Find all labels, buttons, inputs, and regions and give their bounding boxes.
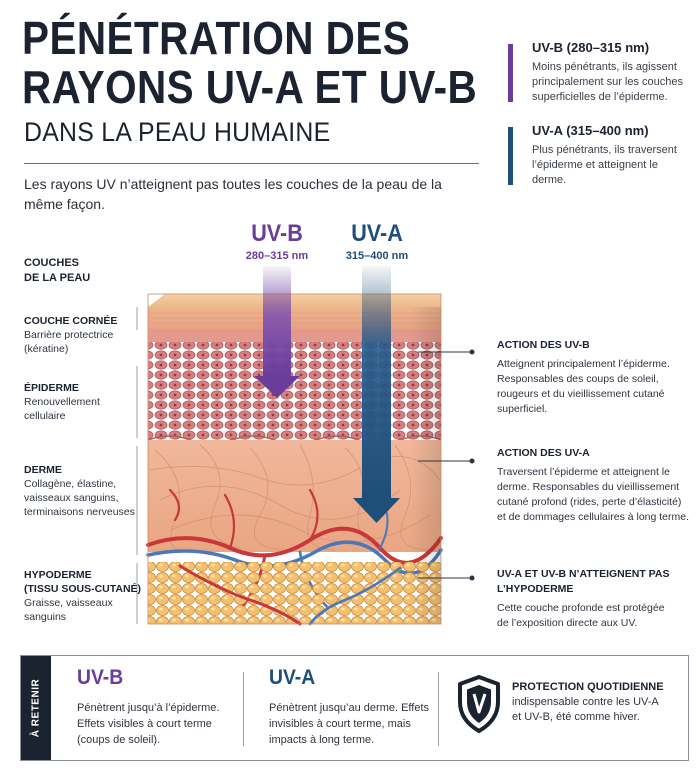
- action-hypoderme-desc: Cette couche profonde est protégée de l’exposition directe aux UV.: [497, 602, 665, 629]
- layer-epiderme-title: ÉPIDERME: [24, 382, 79, 394]
- layer-hypoderme-title: HYPODERME: [24, 569, 92, 581]
- layer-hypoderme-desc-2: sanguins: [24, 611, 67, 623]
- layer-derme-desc-3: terminaisons nerveuses: [24, 506, 135, 518]
- summary-uva: [269, 666, 429, 748]
- uva-ray-title: UV-A: [351, 220, 403, 247]
- layer-cornee-desc-2: (kératine): [24, 343, 69, 355]
- layer-cornee-desc-1: Barrière protectrice: [24, 329, 114, 341]
- intro-text: Les rayons UV n’atteignent pas toutes les couches de la peau de la même façon.: [24, 176, 442, 212]
- action-uvb-desc: Atteignent principalement l’épiderme. Responsables des coups de soleil, rougeurs et du vieillissement cutané superficiel.: [497, 358, 670, 415]
- summary-uvb-desc: Pénètrent jusqu’à l’épiderme. Effets visibles à court terme (coups de soleil).: [77, 702, 220, 746]
- uva-ray-range: 315–400 nm: [345, 250, 409, 262]
- retenir-tab: [21, 656, 51, 760]
- protection-desc: indispensable contre les UV-A et UV-B, été comme hiver.: [512, 696, 659, 723]
- layer-derme-title: DERME: [24, 464, 62, 476]
- action-uva-title: ACTION DES UV-A: [497, 447, 590, 459]
- layers-header: [24, 256, 90, 286]
- layers-header-line-2: DE LA PEAU: [24, 272, 91, 284]
- layers-header-line-1: COUCHES: [24, 257, 80, 269]
- action-uvb-title: ACTION DES UV-B: [497, 339, 590, 351]
- uva-ray-label: [332, 220, 422, 262]
- uvb-ray-label: [232, 220, 322, 262]
- layer-label-cornee: [24, 314, 142, 356]
- title-line-2: RAYONS UV-A ET UV-B: [22, 61, 478, 113]
- summary-divider-1: [243, 672, 244, 746]
- action-uva-desc: Traversent l’épiderme et atteignent le derme. Responsables du vieillissement cutané profond (rides, perte d’élasticité) et de dommages cellulaires à long terme.: [497, 466, 690, 523]
- layer-derme-desc-2: vaisseaux sanguins,: [24, 492, 119, 504]
- layer-label-derme: [24, 463, 136, 519]
- legend-uva-title: UV-A (315–400 nm): [532, 123, 649, 138]
- action-hypoderme-title: UV-A ET UV-B N’ATTEIGNENT PAS L’HYPODERME: [497, 568, 670, 595]
- layer-hypoderme-title-2: (TISSU SOUS-CUTANÉ): [24, 583, 142, 595]
- legend-uva-desc: Plus pénétrants, ils traversent l’épiderme et atteignent le derme.: [532, 144, 677, 186]
- layer-label-epiderme: [24, 381, 142, 423]
- layer-hypoderme-desc-1: Graisse, vaisseaux: [24, 597, 113, 609]
- legend-uvb-title: UV-B (280–315 nm): [532, 40, 650, 55]
- page-subtitle: DANS LA PEAU HUMAINE: [24, 117, 331, 147]
- layer-label-hypoderme: [24, 568, 142, 624]
- summary-uvb-title: UV-B: [77, 666, 124, 689]
- action-uva: [497, 446, 693, 525]
- layer-epiderme-shape: [148, 342, 441, 440]
- shield-uv-icon: [456, 674, 502, 734]
- legend-uvb-desc: Moins pénétrants, ils agissent principalement sur les couches superficielles de l’épiderme.: [532, 61, 684, 103]
- layer-epiderme-desc-2: cellulaire: [24, 410, 66, 422]
- layer-cornee-title: COUCHE CORNÉE: [24, 315, 118, 327]
- summary-box: [20, 655, 689, 761]
- summary-uva-desc: Pénètrent jusqu’au derme. Effets invisibles à court terme, mais impacts à long terme.: [269, 702, 430, 746]
- layer-derme-desc-1: Collagène, élastine,: [24, 478, 117, 490]
- layer-epiderme-desc-1: Renouvellement: [24, 396, 100, 408]
- uva-arrow-shaft: [362, 266, 391, 498]
- summary-uva-title: UV-A: [269, 666, 316, 689]
- uvb-arrow-shaft: [263, 266, 291, 376]
- retenir-label: À RETENIR: [30, 678, 42, 738]
- action-uvb: [497, 338, 693, 417]
- uvb-ray-range: 280–315 nm: [245, 250, 309, 262]
- summary-divider-2: [438, 672, 439, 746]
- summary-uvb: [77, 666, 237, 748]
- skin-surface: [148, 294, 441, 307]
- action-hypoderme: [497, 567, 677, 631]
- uvb-ray-title: UV-B: [251, 220, 303, 247]
- title-line-1: PÉNÉTRATION DES: [22, 12, 411, 64]
- protection-title: PROTECTION QUOTIDIENNE: [512, 681, 664, 693]
